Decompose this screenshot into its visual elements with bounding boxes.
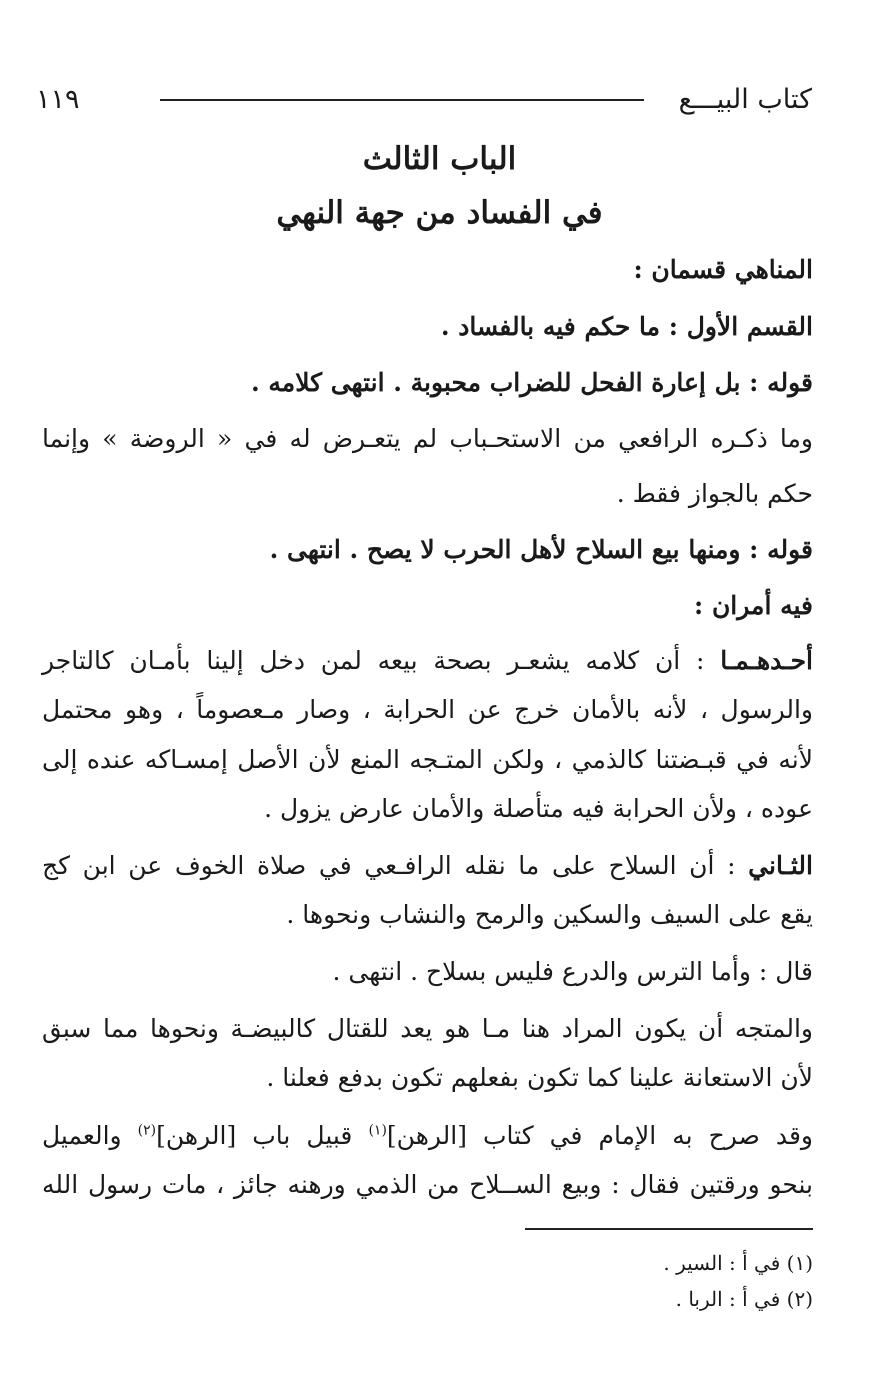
text-line: وما ذكـره الرافعي من الاستحـباب لم يتعـرض له في « الروضة » وإنما xyxy=(42,424,813,453)
text-line: القسم الأول : ما حكم فيه بالفساد . xyxy=(440,312,813,341)
chapter-subtitle: في الفساد من جهة النهي xyxy=(276,195,603,231)
text-line: حكم بالجواز فقط . xyxy=(616,479,813,508)
footnote: (٢) في أ : الربا . xyxy=(675,1287,813,1311)
text-line: والرسول ، لأنه بالأمان خرج عن الحرابة ، وصار مـعصوماً ، وهو محتمل xyxy=(42,695,813,724)
text-line: والمتجه أن يكون المراد هنا مـا هو يعد للقتال كالبيضـة ونحوها مما سبق xyxy=(42,1014,813,1043)
text-line: بنحو ورقتين فقال : وبيع الســلاح من الذمي ورهنه جائز ، مات رسول الله xyxy=(42,1170,813,1199)
text-line: فيه أمران : xyxy=(694,591,813,620)
paragraph-label: الثـاني xyxy=(748,851,813,880)
text-span: قبيل باب [الرهن] xyxy=(156,1121,369,1150)
text-span: وقد صرح به الإمام في كتاب [الرهن] xyxy=(386,1121,813,1150)
text-line: المناهي قسمان : xyxy=(633,255,813,284)
chapter-title: الباب الثالث xyxy=(362,141,517,177)
text-line: عوده ، ولأن الحرابة فيه متأصلة والأمان عارض يزول . xyxy=(264,794,813,823)
text-span: : أن السلاح على ما نقله الرافـعي في صلاة الخوف عن ابن كج xyxy=(42,851,749,880)
text-line: قوله : ومنها بيع السلاح لأهل الحرب لا يصح . انتهى . xyxy=(269,535,813,564)
page-header xyxy=(36,84,812,124)
header-rule xyxy=(160,99,644,101)
text-line: لأنه في قبـضتنا كالذمي ، ولكن المتـجه المنع لأن الأصل إمسـاكه عنده إلى xyxy=(42,745,813,774)
text-line: قوله : بل إعارة الفحل للضراب محبوبة . انتهى كلامه . xyxy=(251,368,813,397)
text-line xyxy=(42,1121,813,1150)
paragraph-label: أحـدهـمـا xyxy=(720,646,813,675)
footnote-marker: (١) xyxy=(368,1122,387,1139)
footnote: (١) في أ : السير . xyxy=(663,1251,813,1275)
text-line xyxy=(42,851,813,880)
text-span: والعميل xyxy=(42,1121,138,1150)
text-span: : أن كلامه يشعـر بصحة بيعه لمن دخل إلينا بأمـان كالتاجر xyxy=(42,646,721,675)
running-title: كتاب البيـــع xyxy=(678,84,812,115)
text-line: يقع على السيف والسكين والرمح والنشاب ونحوها . xyxy=(286,900,813,929)
page-number: ١١٩ xyxy=(36,84,80,115)
footnote-rule xyxy=(525,1228,813,1230)
footnote-marker: (٢) xyxy=(137,1122,157,1139)
text-line: لأن الاستعانة علينا كما تكون بفعلهم تكون بدفع فعلنا . xyxy=(266,1063,813,1092)
text-line xyxy=(42,646,813,675)
text-line: قال : وأما الترس والدرع فليس بسلاح . انتهى . xyxy=(332,957,813,986)
